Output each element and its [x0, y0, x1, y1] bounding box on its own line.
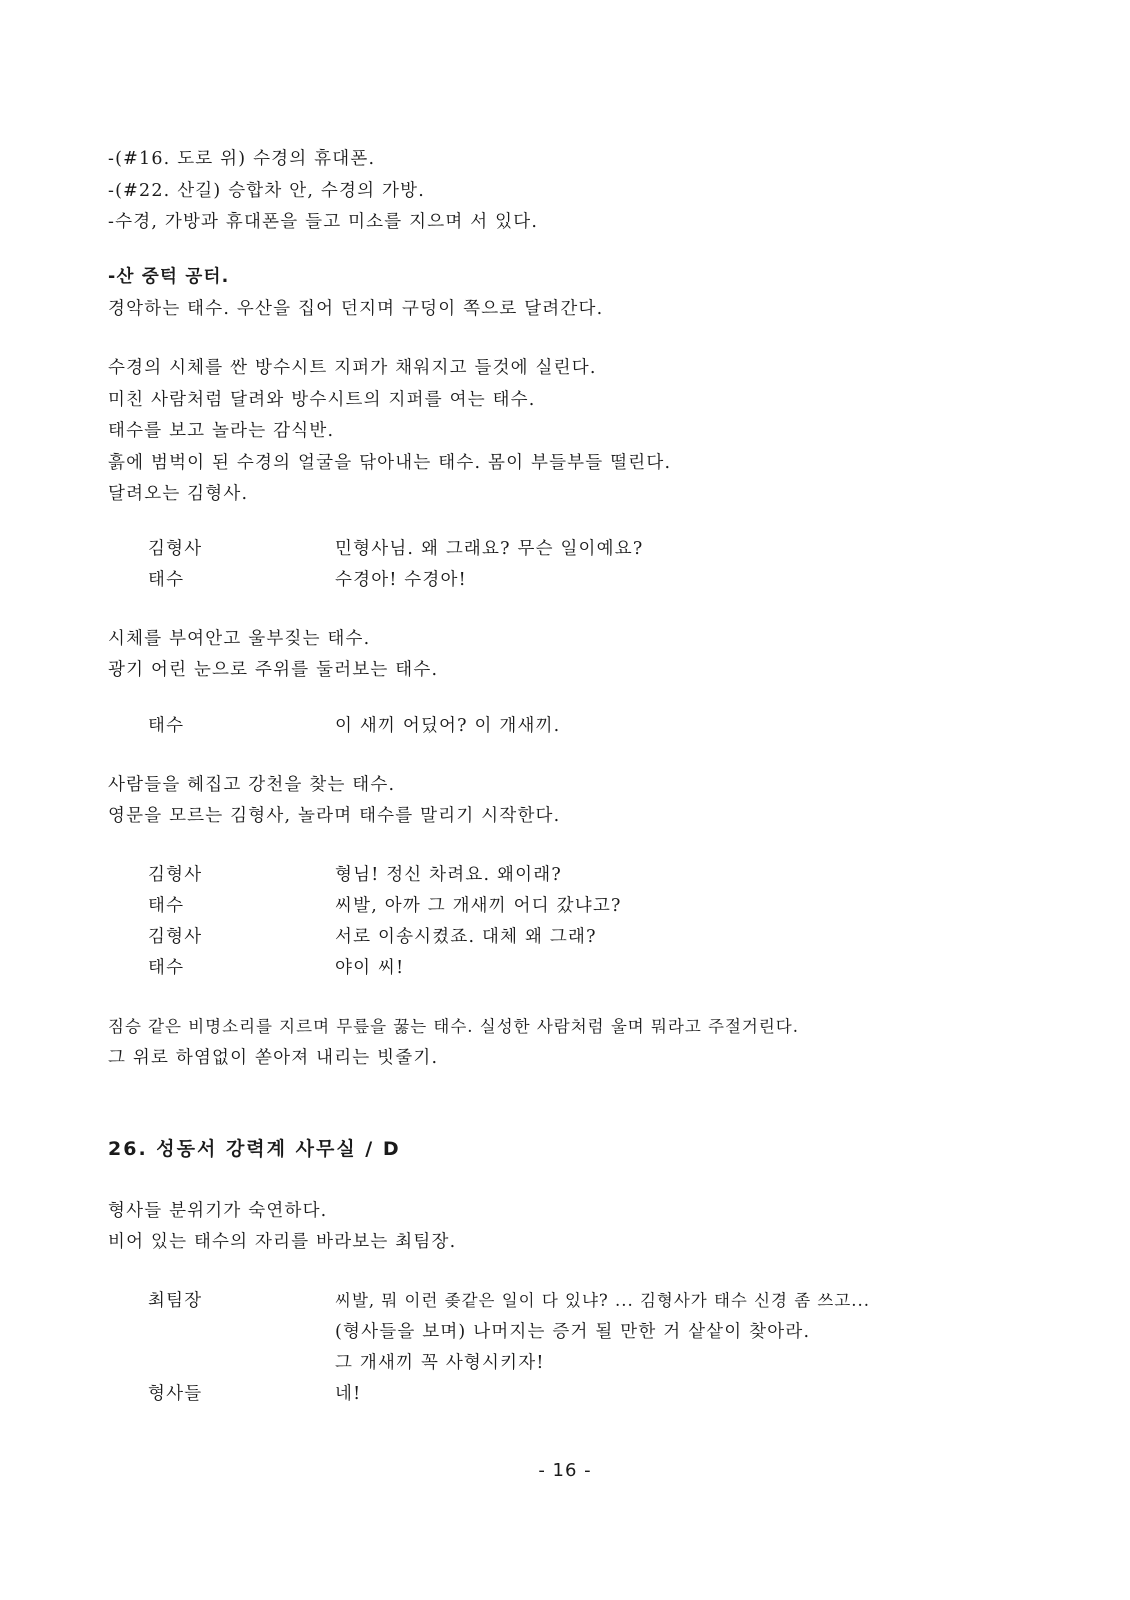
character-name: 김형사: [148, 927, 203, 947]
dialogue-line: 서로 이송시켰죠. 대체 왜 그래?: [335, 927, 597, 947]
action-line: 광기 어린 눈으로 주위를 둘러보는 태수.: [108, 660, 439, 680]
location-subheading: -산 중턱 공터.: [108, 267, 230, 287]
action-line: 영문을 모르는 김형사, 놀라며 태수를 말리기 시작한다.: [108, 806, 561, 826]
dialogue-line: (형사들을 보며) 나머지는 증거 될 만한 거 샅샅이 찾아라.: [335, 1322, 811, 1342]
action-line: -수경, 가방과 휴대폰을 들고 미소를 지으며 서 있다.: [108, 212, 539, 232]
action-line: 달려오는 김형사.: [108, 484, 249, 504]
character-name: 태수: [148, 570, 185, 590]
dialogue-line: 수경아! 수경아!: [335, 570, 467, 590]
dialogue-line: 야이 씨!: [335, 958, 405, 978]
action-line: 경악하는 태수. 우산을 집어 던지며 구덩이 쪽으로 달려간다.: [108, 299, 604, 319]
character-name: 형사들: [148, 1384, 203, 1404]
character-name: 최팀장: [148, 1291, 203, 1311]
action-line: 흙에 범벅이 된 수경의 얼굴을 닦아내는 태수. 몸이 부들부들 떨린다.: [108, 453, 672, 473]
character-name: 태수: [148, 896, 185, 916]
character-name: 김형사: [148, 865, 203, 885]
action-line: 태수를 보고 놀라는 감식반.: [108, 421, 335, 441]
action-line: 그 위로 하염없이 쏟아져 내리는 빗줄기.: [108, 1048, 439, 1068]
action-line: -(#22. 산길) 승합차 안, 수경의 가방.: [108, 181, 425, 201]
action-line: 형사들 분위기가 숙연하다.: [108, 1201, 328, 1221]
character-name: 태수: [148, 716, 185, 736]
action-line: 시체를 부여안고 울부짖는 태수.: [108, 629, 371, 649]
dialogue-line: 형님! 정신 차려요. 왜이래?: [335, 865, 562, 885]
scene-heading: 26. 성동서 강력계 사무실 / D: [108, 1138, 401, 1160]
page-number: - 16 -: [538, 1460, 592, 1481]
action-line: 짐승 같은 비명소리를 지르며 무릎을 꿇는 태수. 실성한 사람처럼 울며 뭐라고 주절거린다.: [108, 1017, 799, 1036]
action-line: 비어 있는 태수의 자리를 바라보는 최팀장.: [108, 1232, 457, 1252]
dialogue-line: 네!: [335, 1384, 362, 1404]
character-name: 태수: [148, 958, 185, 978]
dialogue-line: 그 개새끼 꼭 사형시키자!: [335, 1353, 545, 1373]
action-line: 수경의 시체를 싼 방수시트 지퍼가 채워지고 들것에 실린다.: [108, 358, 597, 378]
dialogue-line: 민형사님. 왜 그래요? 무슨 일이예요?: [335, 539, 644, 559]
dialogue-line: 이 새끼 어딨어? 이 개새끼.: [335, 716, 561, 736]
dialogue-line: 씨발, 아까 그 개새끼 어디 갔냐고?: [335, 896, 622, 916]
dialogue-line: 씨발, 뭐 이런 좆같은 일이 다 있냐? ... 김형사가 태수 신경 좀 쓰고...: [335, 1291, 871, 1310]
action-line: 미친 사람처럼 달려와 방수시트의 지퍼를 여는 태수.: [108, 390, 536, 410]
action-line: 사람들을 헤집고 강천을 찾는 태수.: [108, 775, 396, 795]
character-name: 김형사: [148, 539, 203, 559]
action-line: -(#16. 도로 위) 수경의 휴대폰.: [108, 149, 376, 169]
